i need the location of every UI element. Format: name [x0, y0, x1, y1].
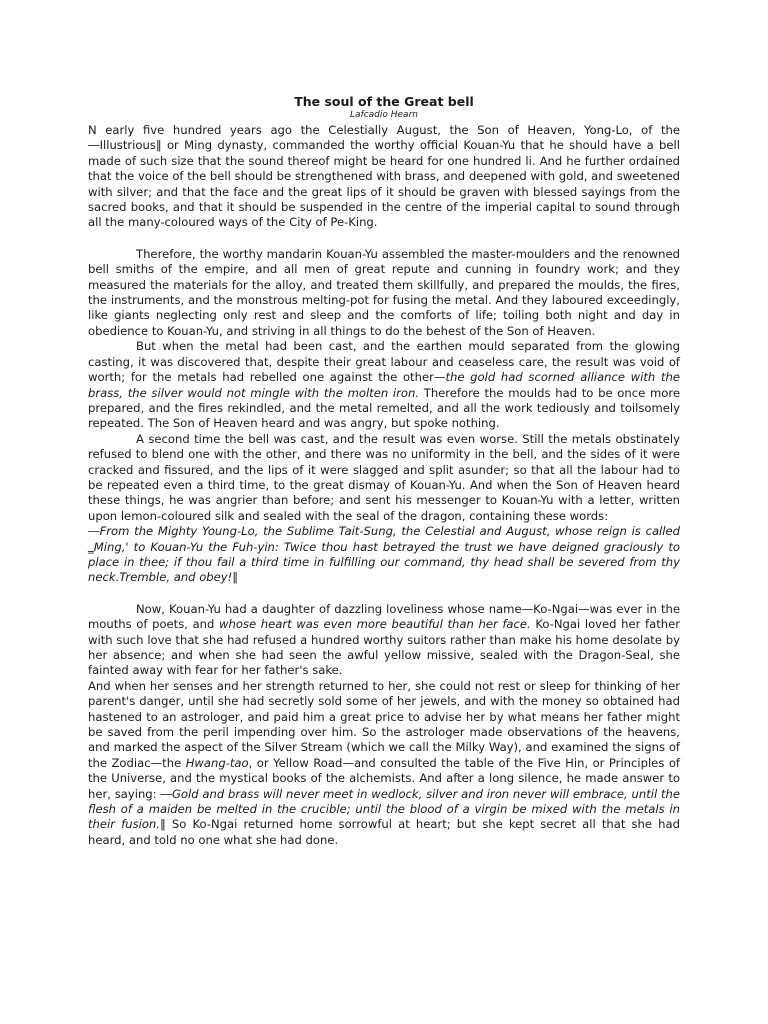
paragraph-6-emphasis: whose heart was even more beautiful than her face.: [219, 617, 531, 632]
imperial-letter: [88, 524, 680, 586]
paragraph-3: [88, 339, 680, 431]
paragraph-7: [88, 679, 680, 848]
paragraph-6: [88, 602, 680, 679]
paragraph-7-text-b: , or Yellow Road—and consulted the table of the Five Hin, or Principles of the Universe, and the mystical books of the alchemists. And after a long silence, he made answer to her, saying: ―: [88, 755, 681, 801]
paragraph-3-text-b: Therefore the moulds had to be once more prepared, and the fires rekindled, and the metal remelted, and all the work tediously and toilsomely repeated. The Son of Heaven heard and was angry, but spoke nothing.: [88, 385, 680, 431]
paragraph-7-text-c: ‖ So Ko-Ngai returned home sorrowful at heart; but she kept secret all that she had heard, and told no one what she had done.: [88, 817, 680, 847]
document-author: Lafcadio Hearn: [350, 110, 418, 120]
imperial-letter-text: ―From the Mighty Young-Lo, the Sublime Tait-Sung, the Celestial and August, whose reign is called ‗Ming,' to Kouan-Yu the Fuh-yin: Twice thou hast betrayed the trust we have deigned graciously to place in thee; if thou fail a third time in fulfilling our command, thy head shall be severed from thy neck.Tremble, and obey!‖: [88, 524, 680, 585]
paragraph-2: Therefore, the worthy mandarin Kouan-Yu assembled the master-moulders and the renowned bell smiths of the empire, and all men of great repute and cunning in foundry work; and they measured the materials for the alloy, and treated them skillfully, and prepared the moulds, the fires, the instruments, and the monstrous melting-pot for fusing the metal. And they laboured exceedingly, like giants neglecting only rest and sleep and the comforts of life; toiling both night and day in obedience to Kouan-Yu, and striving in all things to do the behest of the Son of Heaven.: [88, 246, 680, 338]
paragraph-3-emphasis: the gold had scorned alliance with the brass, the silver would not mingle with the molten iron.: [88, 370, 680, 400]
paragraph-6-text-b: Ko-Ngai loved her father with such love that she had refused a hundred worthy suitors rather than make his home desolate by her absence; and when she had seen the awful yellow missive, sealed with the Dragon-Seal, she fainted away with fear for her father's sake.: [88, 617, 680, 678]
paragraph-7-text-a: And when her senses and her strength returned to her, she could not rest or sleep for thinking of her parent's danger, until she had secretly sold some of her jewels, and with the money so obtained had hastened to an astrologer, and paid him a great price to advise her by what means her father might be saved from the peril impending over him. So the astrologer made observations of the heavens, and marked the aspect of the Silver Stream (which we call the Milky Way), and examined the signs of the Zodiac—the: [88, 678, 680, 770]
paragraph-1: N early five hundred years ago the Celestially August, the Son of Heaven, Yong-Lo, of the ―Illustrious‖ or Ming dynasty, commanded the worthy official Kouan-Yu that he should have a bell made of such size that the sound thereof might be heard for one hundred li. And he further ordained that the voice of the bell should be strengthened with brass, and deepened with gold, and sweetened with silver; and that the face and the great lips of it should be graven with blessed sayings from the sacred books, and that it should be suspended in the centre of the imperial capital to sound through all the many-coloured ways of the City of Pe-King.: [88, 123, 680, 230]
paragraph-7-emphasis-1: Hwang-tao: [185, 755, 249, 770]
paragraph-7-emphasis-2: Gold and brass will never meet in wedlock, silver and iron never will embrace, until the flesh of a maiden be melted in the crucible; until the blood of a virgin be mixed with the metals in their fusion.: [88, 786, 680, 832]
paragraph-3-text-a: But when the metal had been cast, and the earthen mould separated from the glowing casting, it was discovered that, despite their great labour and ceaseless care, the result was void of worth; for the metals had rebelled one against the other—: [88, 339, 680, 385]
document-title: The soul of the Great bell: [294, 94, 474, 109]
paragraph-6-text-a: Now, Kouan-Yu had a daughter of dazzling loveliness whose name—Ko-Ngai—was ever in the mouths of poets, and: [88, 601, 680, 632]
paragraph-4: A second time the bell was cast, and the result was even worse. Still the metals obstinately refused to blend one with the other, and there was no uniformity in the bell, and the sides of it were cracked and fissured, and the lips of it were slagged and split asunder; so that all the labour had to be repeated even a third time, to the great dismay of Kouan-Yu. And when the Son of Heaven heard these things, he was angrier than before; and sent his messenger to Kouan-Yu with a letter, written upon lemon-coloured silk and sealed with the seal of the dragon, containing these words:: [88, 431, 680, 523]
